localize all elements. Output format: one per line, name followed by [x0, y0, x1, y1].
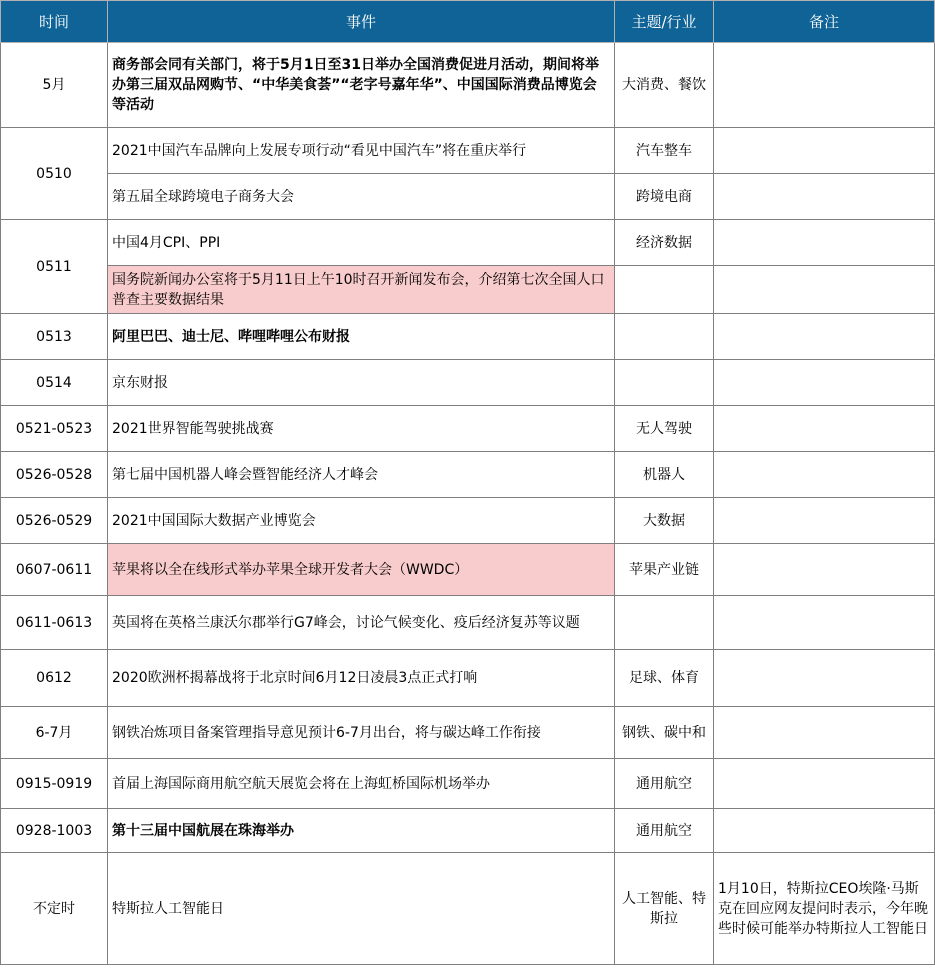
event-cell: 苹果将以全在线形式举办苹果全球开发者大会（WWDC） — [108, 544, 615, 596]
table-row — [1, 220, 935, 266]
time-cell: 0611-0613 — [1, 596, 108, 650]
table-row — [1, 452, 935, 498]
header-row — [1, 1, 935, 43]
table-row — [1, 498, 935, 544]
topic-cell: 大数据 — [615, 498, 714, 544]
note-cell — [714, 452, 935, 498]
event-cell: 英国将在英格兰康沃尔郡举行G7峰会，讨论气候变化、疫后经济复苏等议题 — [108, 596, 615, 650]
topic-cell: 苹果产业链 — [615, 544, 714, 596]
time-cell: 不定时 — [1, 853, 108, 965]
topic-cell: 跨境电商 — [615, 174, 714, 220]
time-cell: 0526-0529 — [1, 498, 108, 544]
note-cell — [714, 809, 935, 853]
topic-cell — [615, 360, 714, 406]
event-cell: 2021中国汽车品牌向上发展专项行动“看见中国汽车”将在重庆举行 — [108, 128, 615, 174]
topic-cell — [615, 596, 714, 650]
note-cell — [714, 707, 935, 759]
time-cell: 0526-0528 — [1, 452, 108, 498]
table-row — [1, 809, 935, 853]
header-topic: 主题/行业 — [615, 1, 714, 43]
topic-cell — [615, 266, 714, 314]
time-cell: 0514 — [1, 360, 108, 406]
time-cell: 0612 — [1, 650, 108, 707]
event-cell: 第七届中国机器人峰会暨智能经济人才峰会 — [108, 452, 615, 498]
event-cell: 钢铁冶炼项目备案管理指导意见预计6-7月出台，将与碳达峰工作衔接 — [108, 707, 615, 759]
table-row — [1, 596, 935, 650]
topic-cell: 通用航空 — [615, 759, 714, 809]
topic-cell: 足球、体育 — [615, 650, 714, 707]
time-cell: 0513 — [1, 314, 108, 360]
table-row — [1, 360, 935, 406]
event-cell: 阿里巴巴、迪士尼、哔哩哔哩公布财报 — [108, 314, 615, 360]
topic-cell: 汽车整车 — [615, 128, 714, 174]
event-cell: 京东财报 — [108, 360, 615, 406]
table-row — [1, 759, 935, 809]
note-cell — [714, 360, 935, 406]
topic-cell: 大消费、餐饮 — [615, 43, 714, 128]
note-cell — [714, 596, 935, 650]
topic-cell: 经济数据 — [615, 220, 714, 266]
topic-cell: 人工智能、特斯拉 — [615, 853, 714, 965]
event-cell: 特斯拉人工智能日 — [108, 853, 615, 965]
topic-cell: 通用航空 — [615, 809, 714, 853]
note-cell — [714, 128, 935, 174]
time-cell: 5月 — [1, 43, 108, 128]
note-cell — [714, 759, 935, 809]
event-cell: 第十三届中国航展在珠海举办 — [108, 809, 615, 853]
note-cell: 1月10日，特斯拉CEO埃隆·马斯克在回应网友提问时表示，今年晚些时候可能举办特斯拉人工智能日 — [714, 853, 935, 965]
table-row — [1, 406, 935, 452]
topic-cell: 机器人 — [615, 452, 714, 498]
note-cell — [714, 174, 935, 220]
note-cell — [714, 650, 935, 707]
table-row — [1, 853, 935, 965]
event-cell: 第五届全球跨境电子商务大会 — [108, 174, 615, 220]
table-row — [1, 314, 935, 360]
table-row — [1, 707, 935, 759]
event-cell: 2021世界智能驾驶挑战赛 — [108, 406, 615, 452]
table-row — [1, 650, 935, 707]
time-cell: 0510 — [1, 128, 108, 220]
time-cell: 0521-0523 — [1, 406, 108, 452]
topic-cell: 钢铁、碳中和 — [615, 707, 714, 759]
event-cell: 首届上海国际商用航空航天展览会将在上海虹桥国际机场举办 — [108, 759, 615, 809]
table-row — [1, 544, 935, 596]
header-event: 事件 — [108, 1, 615, 43]
note-cell — [714, 220, 935, 266]
event-cell: 中国4月CPI、PPI — [108, 220, 615, 266]
header-time: 时间 — [1, 1, 108, 43]
topic-cell: 无人驾驶 — [615, 406, 714, 452]
event-cell: 2020欧洲杯揭幕战将于北京时间6月12日凌晨3点正式打响 — [108, 650, 615, 707]
note-cell — [714, 544, 935, 596]
time-cell: 0915-0919 — [1, 759, 108, 809]
note-cell — [714, 43, 935, 128]
topic-cell — [615, 314, 714, 360]
time-cell: 0511 — [1, 220, 108, 314]
event-cell: 2021中国国际大数据产业博览会 — [108, 498, 615, 544]
note-cell — [714, 406, 935, 452]
table-row — [1, 128, 935, 174]
note-cell — [714, 314, 935, 360]
note-cell — [714, 498, 935, 544]
time-cell: 6-7月 — [1, 707, 108, 759]
time-cell: 0607-0611 — [1, 544, 108, 596]
table-row — [1, 266, 935, 314]
event-cell: 商务部会同有关部门，将于5月1日至31日举办全国消费促进月活动，期间将举办第三届双品网购节、“中华美食荟”“老字号嘉年华”、中国国际消费品博览会等活动 — [108, 43, 615, 128]
table-row — [1, 174, 935, 220]
table-row — [1, 43, 935, 128]
header-note: 备注 — [714, 1, 935, 43]
time-cell: 0928-1003 — [1, 809, 108, 853]
event-cell: 国务院新闻办公室将于5月11日上午10时召开新闻发布会，介绍第七次全国人口普查主要数据结果 — [108, 266, 615, 314]
note-cell — [714, 266, 935, 314]
